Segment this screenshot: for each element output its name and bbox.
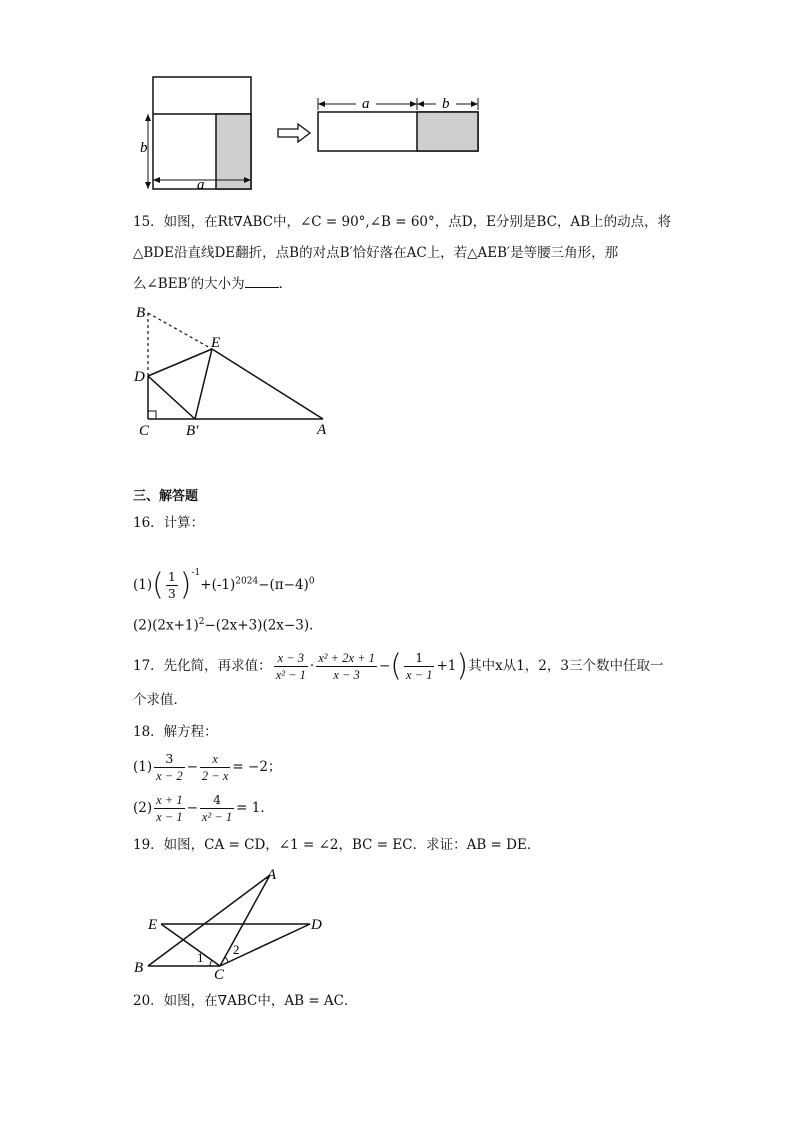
label-E: E	[211, 335, 221, 351]
label-B: B	[134, 960, 144, 976]
q15-line2: △BDE沿直线DE翻折，点B的对点B′恰好落在AC上，若△AEB′是等腰三角形，那	[133, 245, 619, 261]
q18-part1: (1) $\frac{3}{x - 2}$ − $\frac{x}{2 - x}$ = −2；	[133, 751, 282, 783]
q16-part1: (1)( $\frac{1}{3}$ )$^{-1}+(-1)^{2024}-(\pi-4)^0$	[133, 567, 315, 603]
q18-title: 18．解方程：	[133, 724, 218, 740]
q16-part2: $(2)(2x+1)^2-(2x+3)(2x-3)$．	[133, 617, 323, 634]
label-C: C	[214, 967, 225, 982]
q15-line3: 么∠BEB′的大小为 ．	[133, 276, 293, 292]
label-b-right: b	[442, 96, 450, 112]
figure-triangle-fold	[130, 300, 340, 440]
q17-line2: 个求值．	[133, 692, 187, 708]
label-Bprime: B′	[186, 423, 199, 439]
label-a-left: a	[197, 177, 205, 193]
q16-title: 16．计算：	[133, 515, 205, 531]
label-D: D	[134, 369, 145, 385]
label-E: E	[148, 917, 158, 933]
label-D: D	[311, 917, 322, 933]
q19-text: 19．如图，CA = CD，∠1 = ∠2，BC = EC．求证：AB = DE．	[133, 837, 541, 853]
q15-line1: 15．如图，在Rt∇ABC中，∠C = 90°,∠B = 60°，点D，E分别是BC，AB上的动点，将	[133, 214, 672, 230]
label-B: B	[136, 305, 146, 321]
label-C: C	[139, 423, 150, 439]
label-A: A	[317, 422, 327, 438]
answer-blank[interactable]	[245, 275, 279, 288]
figure-q19	[130, 862, 330, 982]
angle-2-label: 2	[233, 942, 240, 957]
arrow-icon	[278, 124, 310, 142]
label-A: A	[267, 867, 277, 883]
q20-text: 20．如图，在∇ABC中，AB = AC．	[133, 993, 358, 1009]
figure-rectangles	[140, 70, 490, 195]
label-b-left: b	[140, 140, 148, 156]
q17-line1: 17．先化简，再求值： $\frac{x - 3}{\text{x² − 1}}$ · $\frac{\text{x² + 2x + 1}}{x - 3}$ −( $\frac{1}{x - 1}$ +1)其中x从1，2，3三个数中任取一	[133, 648, 664, 684]
section-title: 三、解答题	[133, 489, 199, 504]
label-a-right: a	[362, 96, 370, 112]
q18-part2: (2) $\frac{x + 1}{x - 1}$ − $\frac{4}{\text{x² − 1}}$ = 1．	[133, 792, 274, 824]
angle-1-label: 1	[197, 950, 204, 965]
